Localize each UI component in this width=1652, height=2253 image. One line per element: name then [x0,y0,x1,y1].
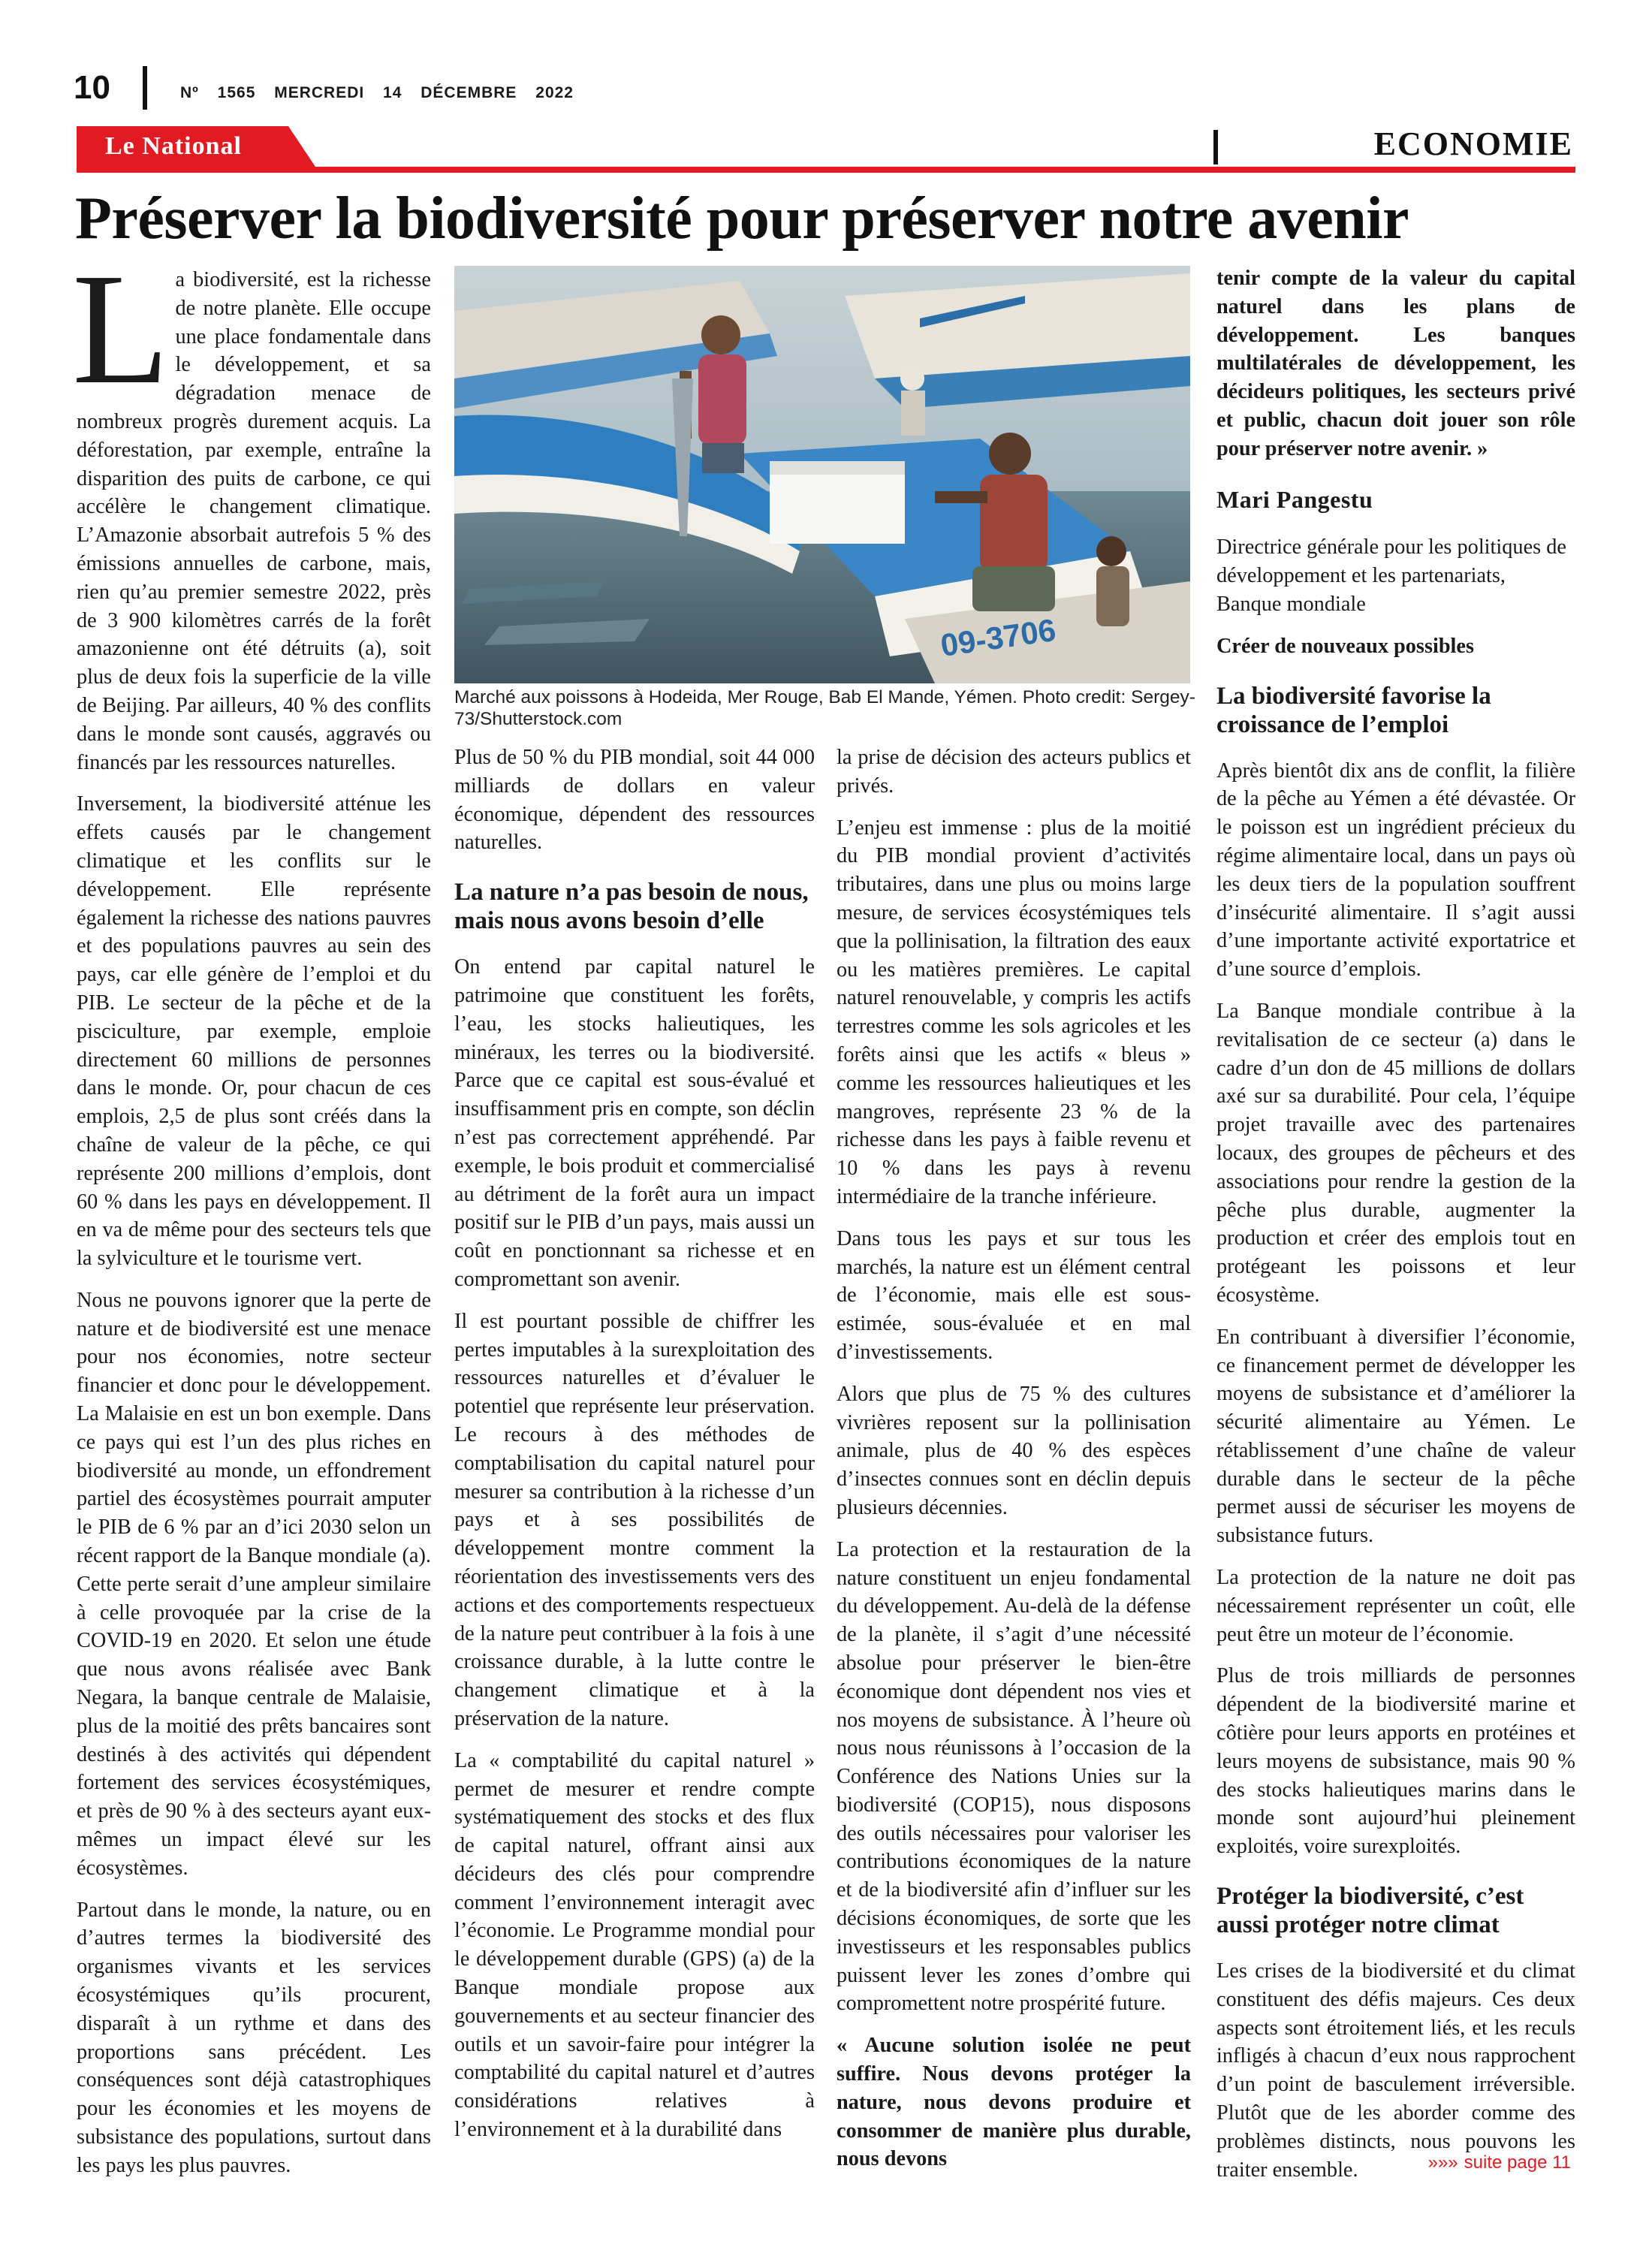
issue-date: Nº 1565 MERCREDI 14 DÉCEMBRE 2022 [180,84,574,101]
paragraph: Après bientôt dix ans de conflit, la filière de la pêche au Yémen a été dévastée. Or le poisson est un ingrédient précieux du régime alimentaire local, dans un pays où les deux tiers de la population souffrent d’insécurité alimentaire. Il s’agit aussi d’une importante activité exportatrice et d’une source d’emplois. [1216,759,1575,982]
photo-caption: Marché aux poissons à Hodeida, Mer Rouge, Bab El Mande, Yémen. Photo credit: Sergey-73/Shutterstock.com [454,687,1195,729]
continued-label: suite page 11 [1464,2152,1571,2173]
paragraph: La Banque mondiale contribue à la revitalisation de ce secteur (a) dans le cadre d’un don de 45 millions de dollars axé sur sa durabilité. Pour cela, l’équipe projet travaille avec des partenaires locaux, des groupes de pêcheurs et des associations pour rendre la gestion de la pêche plus durable, augmenter la production et créer des emplois tout en protégeant les poissons et leur écosystème. [1216,999,1575,1307]
article-column-4 [1216,264,1575,2197]
paragraph: Alors que plus de 75 % des cultures vivrières reposent sur la pollinisation animale, plus de 40 % des espèces d’insectes connues sont en déclin depuis plusieurs décennies. [837,1382,1191,1519]
kicker: Créer de nouveaux possibles [1216,634,1474,658]
paragraph: Les crises de la biodiversité et du climat constituent des défis majeurs. Ces deux aspects sont étroitement liés, et les reculs infligés à chacun d’eux nous rapprochent d’un point de basculement irréversible. Plutôt que de les aborder comme des problèmes distincts, nous pouvons les traiter ensemble. [1216,1959,1575,2182]
paragraph: la prise de décision des acteurs publics et privés. [837,746,1191,798]
paragraph: On entend par capital naturel le patrimoine que constituent les forêts, l’eau, les stocks halieutiques, les minéraux, les terres ou la biodiversité. Parce que ce capital est sous-évalué et insuffisamment pris en compte, son déclin n’est pas correctement appréhendé. Par exemple, le bois produit et commercialisé au détriment de la forêt aura un impact positif sur le PIB d’un pays, mais aussi un coût en ponctionnant sa richesse et en compromettant son avenir. [454,955,815,1291]
paragraph: Inversement, la biodiversité atténue les effets causés par le changement climatique et les conflits sur le développement. Elle représente également la richesse des nations pauvres et des populations pauvres au sein des pays, car elle génère de l’emploi et du PIB. Le secteur de la pêche et de la pisciculture, par exemple, emploie directement 60 millions de personnes dans le monde. Or, pour chacun de ces emplois, 2,5 de plus sont créés dans la chaîne de valeur de la pêche, ce qui représente 200 millions d’emplois, dont 60 % dans les pays en développement. Il en va de même pour des secteurs tels que la sylviculture et le tourisme vert. [77,792,431,1271]
paragraph: La protection et la restauration de la nature constituent un enjeu fondamental du développement. Au-delà de la défense de la planète, il s’agit d’une nécessité absolue pour préserver le bien-être économique dont dépendent nos vies et nos moyens de subsistance. À l’heure où nous nous réunissons à l’occasion de la Conférence des Nations Unies sur la biodiversité (COP15), nous disposons des outils nécessaires pour valoriser les contributions économiques de la nature et de la biodiversité afin d’influer sur les décisions économiques, de sorte que les investisseurs et les responsables publics puissent lever les zones d’ombre qui compromettent notre prospérité future. [837,1537,1191,2016]
subheading: Protéger la biodiversité, c’est aussi protéger notre climat [1216,1883,1524,1939]
subheading: La biodiversité favorise la croissance de l’emploi [1216,682,1491,738]
paragraph: En contribuant à diversifier l’économie, ce financement permet de développer les moyens de subsistance et d’améliorer la sécurité alimentaire au Yémen. Le rétablissement d’une chaîne de valeur durable dans le secteur de la pêche permet aussi de sécuriser les moyens de subsistance futurs. [1216,1325,1575,1548]
quote-paragraph: « Aucune solution isolée ne peut suffire. Nous devons protéger la nature, nous devons produire et consommer de manière plus durable, nous devons [837,2034,1191,2171]
continued-on-page[interactable] [1428,2152,1571,2173]
paragraph: Plus de trois milliards de personnes dépendent de la biodiversité marine et côtière pour leurs apports en protéines et leurs moyens de subsistance, mais 90 % des stocks halieutiques marins dans le monde sont aujourd’hui pleinement exploités, voire surexploités. [1216,1664,1575,1859]
fish-market-photo [454,266,1190,683]
drop-cap: L [72,240,170,417]
author-title: Directrice générale pour les politiques de développement et les partenariats, Banque mondiale [1216,535,1566,616]
article-headline: Préserver la biodiversité pour préserver notre avenir [75,185,1409,252]
paragraph [72,240,431,777]
paragraph: L’enjeu est immense : plus de la moitié du PIB mondial provient d’activités tributaires, dans une plus ou moins large mesure, de services écosystémiques tels que la pollinisation, la filtration des eaux ou les matières premières. Le capital naturel renouvelable, y compris les actifs terrestres comme les sols agricoles et les forêts ainsi que les actifs « bleus » comme les ressources halieutiques et les mangroves, représente 23 % de la richesse dans les pays à faible revenu et 10 % dans les pays à revenu intermédiaire de la tranche inférieure. [837,816,1191,1208]
paragraph: Partout dans le monde, la nature, ou en d’autres termes la biodiversité des organismes vivants et les services écosystémiques qu’ils procurent, disparaît à un rythme et dans des proportions sans précédent. Les conséquences sont déjà catastrophiques pour les économies et les moyens de subsistance des populations, surtout dans les pays les plus pauvres. [77,1898,431,2177]
brand-banner [77,126,317,167]
rubric-divider [1213,130,1218,164]
paragraph: Nous ne pouvons ignorer que la perte de nature et de biodiversité est une menace pour nos économies, notre secteur financier et donc pour le développement. La Malaisie en est un bon exemple. Dans ce pays qui est l’un des plus riches en biodiversité au monde, un effondrement partiel des écosystèmes pourrait amputer le PIB de 6 % par an d’ici 2030 selon un récent rapport de la Banque mondiale (a). Cette perte serait d’une ampleur similaire à celle provoquée par la crise de la COVID-19 en 2020. Et selon une étude que nous avons réalisée avec Bank Negara, la banque centrale de Malaisie, plus de la moitié des prêts bancaires sont destinés à des activités qui dépendent fortement des services écosystémiques, et près de 90 % à des secteurs ayant eux-mêmes un impact élevé sur les écosystèmes. [77,1288,431,1880]
quote-paragraph: tenir compte de la valeur du capital naturel dans les plans de développement. Les banques multilatérales de développement, les décideurs politiques, les secteurs privé et public, chacun doit jouer son rôle pour préserver notre avenir. » [1216,267,1575,460]
brand-name: Le National [105,132,242,160]
article-column-1 [72,240,431,2194]
boat-number: 09-3706 [938,611,1058,663]
arrows-icon: »»» [1427,2152,1458,2173]
article-column-2 [454,743,815,2158]
paragraph: La protection de la nature ne doit pas nécessairement représenter un coût, elle peut être un moteur de l’économie. [1216,1566,1575,1646]
page-number: 10 [74,69,110,106]
article-column-3 [837,743,1191,2187]
article-photo [454,266,1190,683]
paragraph: La « comptabilité du capital naturel » permet de mesurer et rendre compte systématiquement des stocks et des flux de capital naturel, offrant ainsi aux décideurs des clés pour comprendre comment l’environnement interagit avec l’économie. Le Programme mondial pour le développement durable (GPS) (a) de la Banque mondiale propose aux gouvernements et au secteur financier des outils et un savoir-faire pour intégrer la comptabilité du capital naturel et d’autres considérations relatives à l’environnement et à la durabilité dans [454,1748,815,2142]
paragraph: Dans tous les pays et sur tous les marchés, la nature est un élément central de l’économie, mais elle est sous-estimée, sous-évaluée et en mal d’investissements. [837,1226,1191,1364]
header-rule [77,167,1575,173]
paragraph-text: a biodiversité, est la richesse de notre planète. Elle occupe une place fondamentale dans le développement, et sa dégradation menace de nombreux progrès durement acquis. La déforestation, par exemple, entraîne la disparition des puits de carbone, ce qui accélère le changement climatique. L’Amazonie absorbait autrefois 5 % des émissions annuelles de carbone, mais, rien qu’au premier semestre 2022, près de 3 900 kilomètres carrés de la forêt amazonienne ont été détruits (a), soit plus de deux fois la superficie de la ville de Beijing. Par ailleurs, 40 % des conflits dans le monde sont causés, aggravés ou financés par les ressources naturelles. [77,268,431,774]
author-name: Mari Pangestu [1216,485,1373,513]
section-rubric: ECONOMIE [1373,125,1573,162]
paragraph: Il est pourtant possible de chiffrer les pertes imputables à la surexploitation des ressources naturelles et d’évaluer le potentiel que représente leur préservation. Le recours à des méthodes de comptabilisation du capital naturel pour mesurer sa contribution à la richesse d’un pays et à ses possibilités de développement montre comment la réorientation des investissements vers des actions et des comportements respectueux de la nature peut contribuer à la fois à une croissance durable, à la lutte contre le changement climatique et à la préservation de la nature. [454,1309,815,1730]
header-divider [143,66,147,110]
paragraph: Plus de 50 % du PIB mondial, soit 44 000 milliards de dollars en valeur économique, dépendent des ressources naturelles. [454,746,815,855]
subheading: La nature n’a pas besoin de nous, mais nous avons besoin d’elle [454,879,809,935]
